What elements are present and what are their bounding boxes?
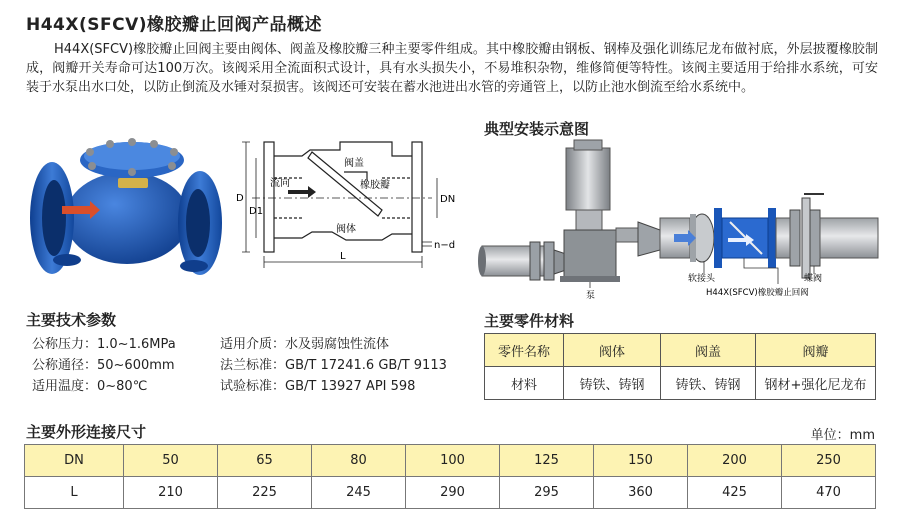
valve-photo: [22, 128, 222, 276]
parts-header-cell: 阀瓣: [756, 334, 876, 367]
diagram-label-bonnet: 阀盖: [344, 158, 364, 169]
dims-cell: 425: [688, 477, 782, 509]
diagram-dim-DN: DN: [440, 194, 456, 205]
dims-header-cell: 200: [688, 445, 782, 477]
diagram-label-body: 阀体: [336, 224, 356, 235]
parts-cell: 铸铁、铸钢: [661, 367, 756, 400]
diagram-label-disc: 橡胶瓣: [360, 180, 390, 191]
specs-right: [220, 334, 447, 397]
install-illustration: [478, 138, 882, 300]
diagram-dim-nd: n−d: [434, 240, 456, 251]
dims-cell: L: [25, 477, 124, 509]
dims-header-cell: 65: [218, 445, 312, 477]
dims-header-cell: 250: [782, 445, 876, 477]
parts-cell: 钢材+强化尼龙布: [756, 367, 876, 400]
dims-cell: 245: [312, 477, 406, 509]
dims-header-cell: 50: [124, 445, 218, 477]
install-label-check-valve: H44X(SFCV)橡胶瓣止回阀: [706, 288, 809, 298]
specs-title: 主要技术参数: [26, 311, 117, 329]
parts-title: 主要零件材料: [484, 312, 575, 330]
install-title: 典型安装示意图: [484, 120, 590, 138]
dims-cell: 470: [782, 477, 876, 509]
dims-cell: 290: [406, 477, 500, 509]
intro-paragraph: H44X(SFCV)橡胶瓣止回阀主要由阀体、阀盖及橡胶瓣三种主要零件组成。其中橡胶瓣由钢板、钢棒及强化训练尼龙布做衬底，外层披覆橡胶制成，阀瓣开关寿命可达100万次。该阀采用全流面积式设计，具有水头损失小，不易堆积杂物，维修简便等特性。该阀主要适用于给排水系统，可安装于水泵出水口处，以防止倒流及水锤对泵损害。该阀还可安装在蓄水池进出水管的旁通管上，以防止池水倒流至给水系统中。: [26, 42, 878, 95]
specs-left: [32, 334, 176, 397]
install-label-valve: 蝶阀: [804, 274, 823, 284]
dims-header-cell: 150: [594, 445, 688, 477]
dims-table: [24, 444, 876, 509]
parts-cell: 材料: [485, 367, 564, 400]
parts-material-row: [485, 367, 876, 400]
install-label-soft-joint: 软接头: [688, 274, 716, 284]
install-label-pump: 泵: [586, 291, 596, 300]
dims-cell: 360: [594, 477, 688, 509]
page-title: H44X(SFCV)橡胶瓣止回阀产品概述: [26, 15, 323, 35]
diagram-dim-D1: D1: [249, 206, 264, 217]
diagram-dim-L: L: [340, 251, 346, 262]
spec-medium: 适用介质：水及弱腐蚀性流体: [220, 337, 390, 352]
dims-unit: 单位：mm: [810, 428, 875, 443]
spec-pressure: 公称压力：1.0~1.6MPa: [32, 337, 176, 352]
parts-header-cell: 零件名称: [485, 334, 564, 367]
dims-header-cell: 125: [500, 445, 594, 477]
dims-cell: 225: [218, 477, 312, 509]
spec-diameter: 公称通径：50~600mm: [32, 358, 175, 373]
parts-cell: 铸铁、铸钢: [564, 367, 661, 400]
dims-header-cell: 100: [406, 445, 500, 477]
parts-header-cell: 阀盖: [661, 334, 756, 367]
valve-section-diagram: [232, 128, 468, 278]
diagram-dim-D: D: [236, 193, 244, 204]
spec-test-standard: 试验标准：GB/T 13927 API 598: [220, 379, 416, 394]
parts-header-row: [485, 334, 876, 367]
dims-length-row: [25, 477, 876, 509]
dims-cell: 295: [500, 477, 594, 509]
dims-title: 主要外形连接尺寸: [26, 423, 147, 441]
spec-flange-standard: 法兰标准：GB/T 17241.6 GB/T 9113: [220, 358, 447, 373]
dims-cell: 210: [124, 477, 218, 509]
spec-temperature: 适用温度：0~80℃: [32, 379, 148, 394]
dims-header-cell: DN: [25, 445, 124, 477]
parts-header-cell: 阀体: [564, 334, 661, 367]
diagram-label-flow: 流向: [270, 178, 290, 189]
dims-header-row: [25, 445, 876, 477]
dims-header-cell: 80: [312, 445, 406, 477]
parts-table: [484, 333, 876, 400]
